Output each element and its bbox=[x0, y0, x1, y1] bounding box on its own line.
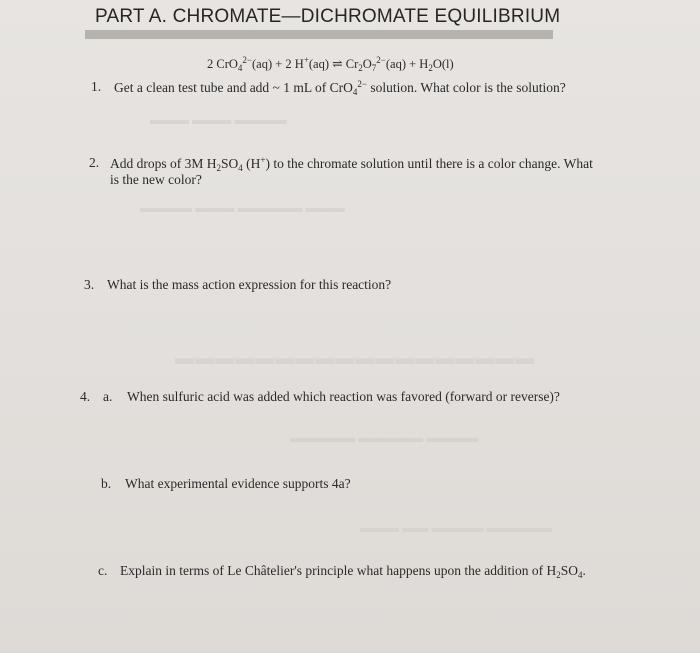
question-3-number: 3. bbox=[84, 277, 95, 292]
question-4a-label: a. bbox=[103, 389, 113, 404]
question-3-text: What is the mass action expression for this reaction? bbox=[107, 277, 392, 292]
question-4a-text: When sulfuric acid was added which reaction was favored (forward or reverse)? bbox=[127, 389, 560, 404]
equilibrium-equation: 2 CrO$_4^{2-}$(aq) + 2 H+(aq) ⇌ $Cr_2O_7^{2-}(aq) + H_2O(l)$ bbox=[207, 55, 454, 73]
question-1-number: 1. bbox=[91, 79, 102, 94]
question-4b-label: b. bbox=[101, 476, 112, 491]
question-4c-label: c. bbox=[98, 563, 108, 578]
question-2-text-line1: Add drops of 3M $H_2SO_4$ (H+) to the chromate solution until there is a color change. What bbox=[110, 155, 593, 173]
bleed-through-mark: ▬▬▬▬▬▬▬▬▬▬▬▬▬▬▬▬▬▬ bbox=[175, 348, 535, 369]
title-underline-bar bbox=[85, 30, 553, 39]
bleed-through-mark: ▬▬▬ ▬▬▬ ▬▬▬▬ bbox=[150, 112, 287, 127]
question-2-number: 2. bbox=[89, 155, 100, 170]
question-4-number: 4. bbox=[80, 389, 91, 404]
page-title: PART A. CHROMATE—DICHROMATE EQUILIBRIUM bbox=[95, 6, 561, 27]
bleed-through-mark: ▬▬▬▬ ▬▬▬ ▬▬▬▬▬ ▬▬▬ bbox=[140, 200, 345, 215]
question-4b-text: What experimental evidence supports 4a? bbox=[125, 476, 351, 491]
question-4c-text: Explain in terms of Le Châtelier's principle what happens upon the addition of $H_2SO_4$. bbox=[120, 563, 586, 580]
bleed-through-mark: ▬▬▬▬▬ ▬▬▬▬▬ ▬▬▬▬ bbox=[290, 430, 479, 445]
bleed-through-mark: ▬▬▬ ▬▬ ▬▬▬▬ ▬▬▬▬▬ bbox=[360, 520, 552, 535]
question-2-text-line2: is the new color? bbox=[110, 172, 202, 187]
question-1-text: Get a clean test tube and add ~ 1 mL of CrO$_4^{2-}$ solution. What color is the solution? bbox=[114, 79, 566, 97]
